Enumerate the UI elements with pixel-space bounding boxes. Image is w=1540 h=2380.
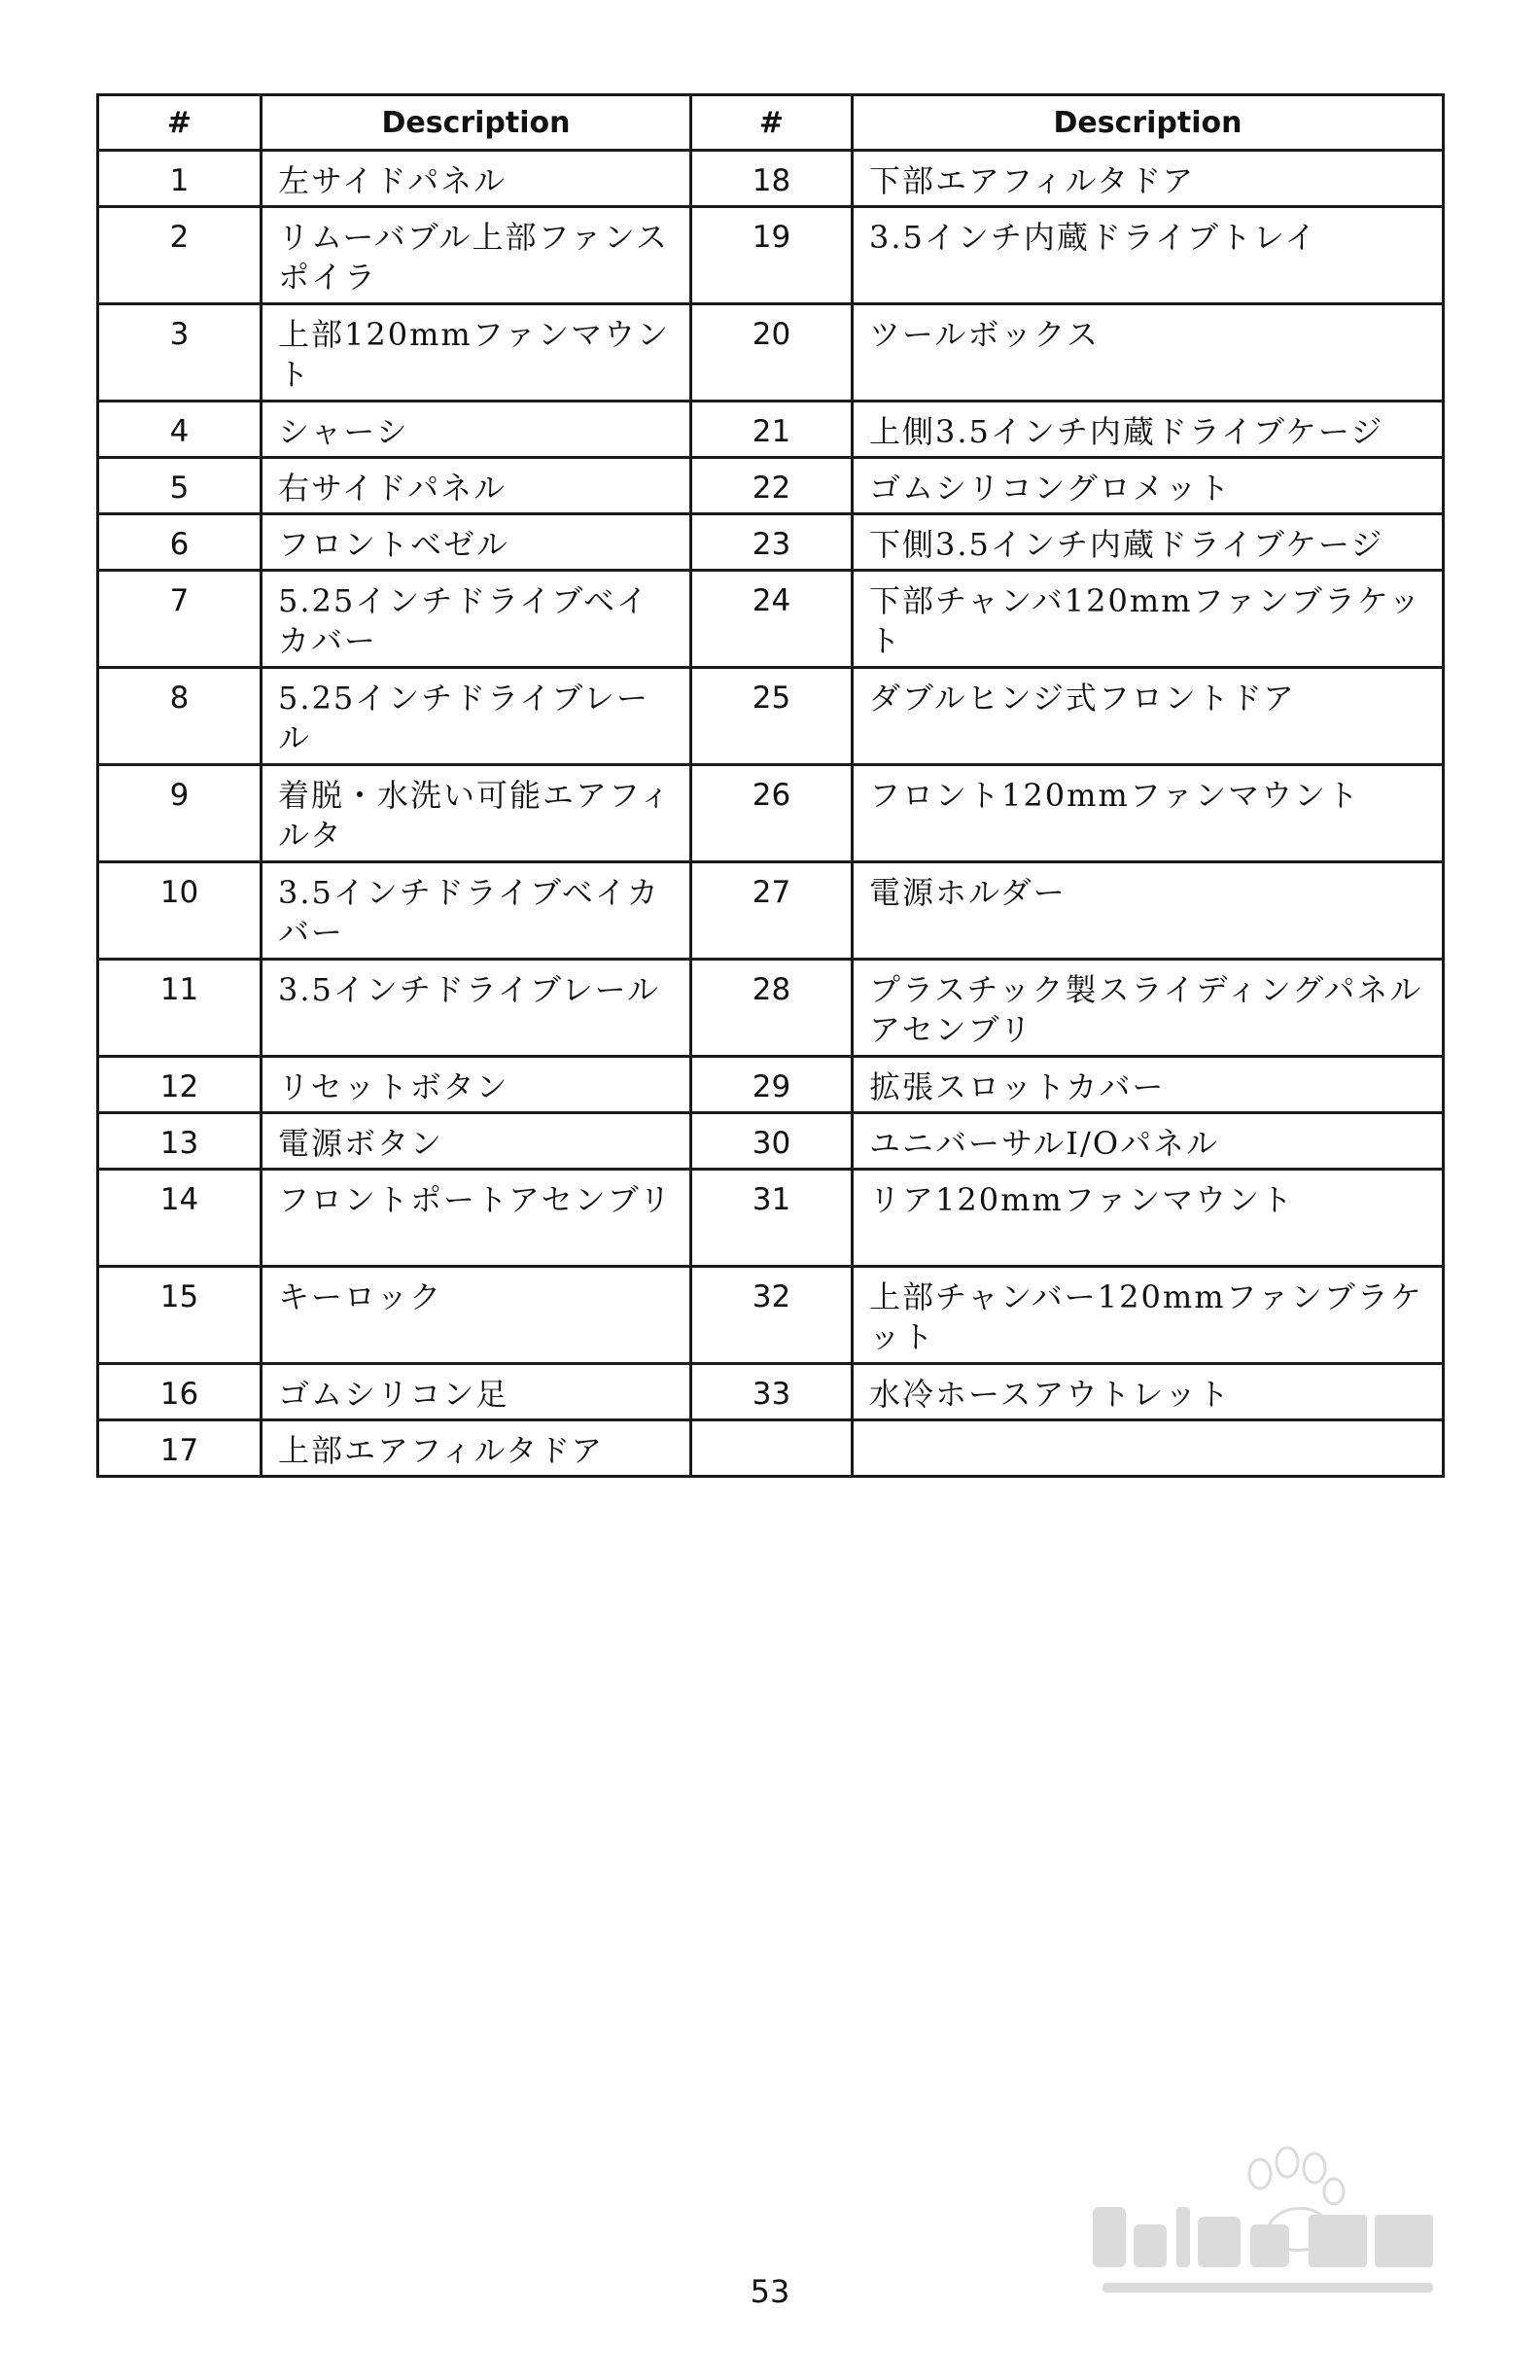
parts-table <box>96 93 1445 1478</box>
part-description: フロントベゼル <box>262 514 691 571</box>
table-row <box>98 571 1444 668</box>
part-description: 電源ボタン <box>262 1113 691 1170</box>
table-row <box>98 668 1444 765</box>
table-row <box>98 207 1444 304</box>
table-row <box>98 304 1444 402</box>
table-row <box>98 765 1444 862</box>
part-number: 31 <box>691 1170 853 1267</box>
part-description: リセットボタン <box>262 1057 691 1113</box>
header-description-left: Description <box>262 95 691 151</box>
part-description: 下側3.5インチ内蔵ドライブケージ <box>853 514 1444 571</box>
part-description: ユニバーサルI/Oパネル <box>853 1113 1444 1170</box>
part-number: 27 <box>691 862 853 960</box>
part-description: 下部チャンバ120mmファンブラケット <box>853 571 1444 668</box>
table-row <box>98 1420 1444 1477</box>
part-description: プラスチック製スライディングパネルアセンブリ <box>853 960 1444 1057</box>
table-row <box>98 1170 1444 1267</box>
part-description: シャーシ <box>262 402 691 458</box>
part-description: リア120mmファンマウント <box>853 1170 1444 1267</box>
part-number: 14 <box>98 1170 262 1267</box>
table-row <box>98 458 1444 514</box>
part-description: リムーバブル上部ファンスポイラ <box>262 207 691 304</box>
part-number: 12 <box>98 1057 262 1113</box>
part-number: 25 <box>691 668 853 765</box>
part-number: 13 <box>98 1113 262 1170</box>
part-number: 30 <box>691 1113 853 1170</box>
part-number: 5 <box>98 458 262 514</box>
part-number: 4 <box>98 402 262 458</box>
part-number: 8 <box>98 668 262 765</box>
part-description: 着脱・水洗い可能エアフィルタ <box>262 765 691 862</box>
part-description: 電源ホルダー <box>853 862 1444 960</box>
part-description: ゴムシリコン足 <box>262 1364 691 1420</box>
part-number: 20 <box>691 304 853 402</box>
part-number: 16 <box>98 1364 262 1420</box>
part-number: 29 <box>691 1057 853 1113</box>
part-description: 上側3.5インチ内蔵ドライブケージ <box>853 402 1444 458</box>
part-number: 10 <box>98 862 262 960</box>
part-description: 水冷ホースアウトレット <box>853 1364 1444 1420</box>
part-number: 32 <box>691 1267 853 1364</box>
part-description: フロントポートアセンブリ <box>262 1170 691 1267</box>
table-row <box>98 862 1444 960</box>
header-number-right: # <box>691 95 853 151</box>
table-header-row <box>98 95 1444 151</box>
part-description: フロント120mmファンマウント <box>853 765 1444 862</box>
table-row <box>98 1364 1444 1420</box>
part-number: 33 <box>691 1364 853 1420</box>
table-row <box>98 514 1444 571</box>
part-description: 5.25インチドライブベイカバー <box>262 571 691 668</box>
part-description: 拡張スロットカバー <box>853 1057 1444 1113</box>
table-row <box>98 1113 1444 1170</box>
part-number: 2 <box>98 207 262 304</box>
part-number: 19 <box>691 207 853 304</box>
table-row <box>98 960 1444 1057</box>
page-number: 53 <box>750 2273 790 2310</box>
part-number: 26 <box>691 765 853 862</box>
part-number: 15 <box>98 1267 262 1364</box>
part-description: 上部チャンバー120mmファンブラケット <box>853 1267 1444 1364</box>
part-number: 24 <box>691 571 853 668</box>
part-description: ツールボックス <box>853 304 1444 402</box>
part-number: 22 <box>691 458 853 514</box>
part-number: 7 <box>98 571 262 668</box>
part-description: 上部エアフィルタドア <box>262 1420 691 1477</box>
part-number: 18 <box>691 151 853 207</box>
part-description: 3.5インチ内蔵ドライブトレイ <box>853 207 1444 304</box>
part-number: 1 <box>98 151 262 207</box>
table-row <box>98 151 1444 207</box>
part-number: 21 <box>691 402 853 458</box>
part-number: 23 <box>691 514 853 571</box>
part-number: 17 <box>98 1420 262 1477</box>
part-number <box>691 1420 853 1477</box>
part-number: 28 <box>691 960 853 1057</box>
part-number: 6 <box>98 514 262 571</box>
part-number: 9 <box>98 765 262 862</box>
part-description: 5.25インチドライブレール <box>262 668 691 765</box>
table-row <box>98 1267 1444 1364</box>
header-number-left: # <box>98 95 262 151</box>
part-description: ダブルヒンジ式フロントドア <box>853 668 1444 765</box>
part-description: 右サイドパネル <box>262 458 691 514</box>
part-description: 上部120mmファンマウント <box>262 304 691 402</box>
part-number: 3 <box>98 304 262 402</box>
part-description: 3.5インチドライブベイカバー <box>262 862 691 960</box>
table-row <box>98 1057 1444 1113</box>
part-description: ゴムシリコングロメット <box>853 458 1444 514</box>
table-row <box>98 402 1444 458</box>
part-description <box>853 1420 1444 1477</box>
part-description: 下部エアフィルタドア <box>853 151 1444 207</box>
part-description: 左サイドパネル <box>262 151 691 207</box>
part-description: キーロック <box>262 1267 691 1364</box>
header-description-right: Description <box>853 95 1444 151</box>
part-description: 3.5インチドライブレール <box>262 960 691 1057</box>
part-number: 11 <box>98 960 262 1057</box>
